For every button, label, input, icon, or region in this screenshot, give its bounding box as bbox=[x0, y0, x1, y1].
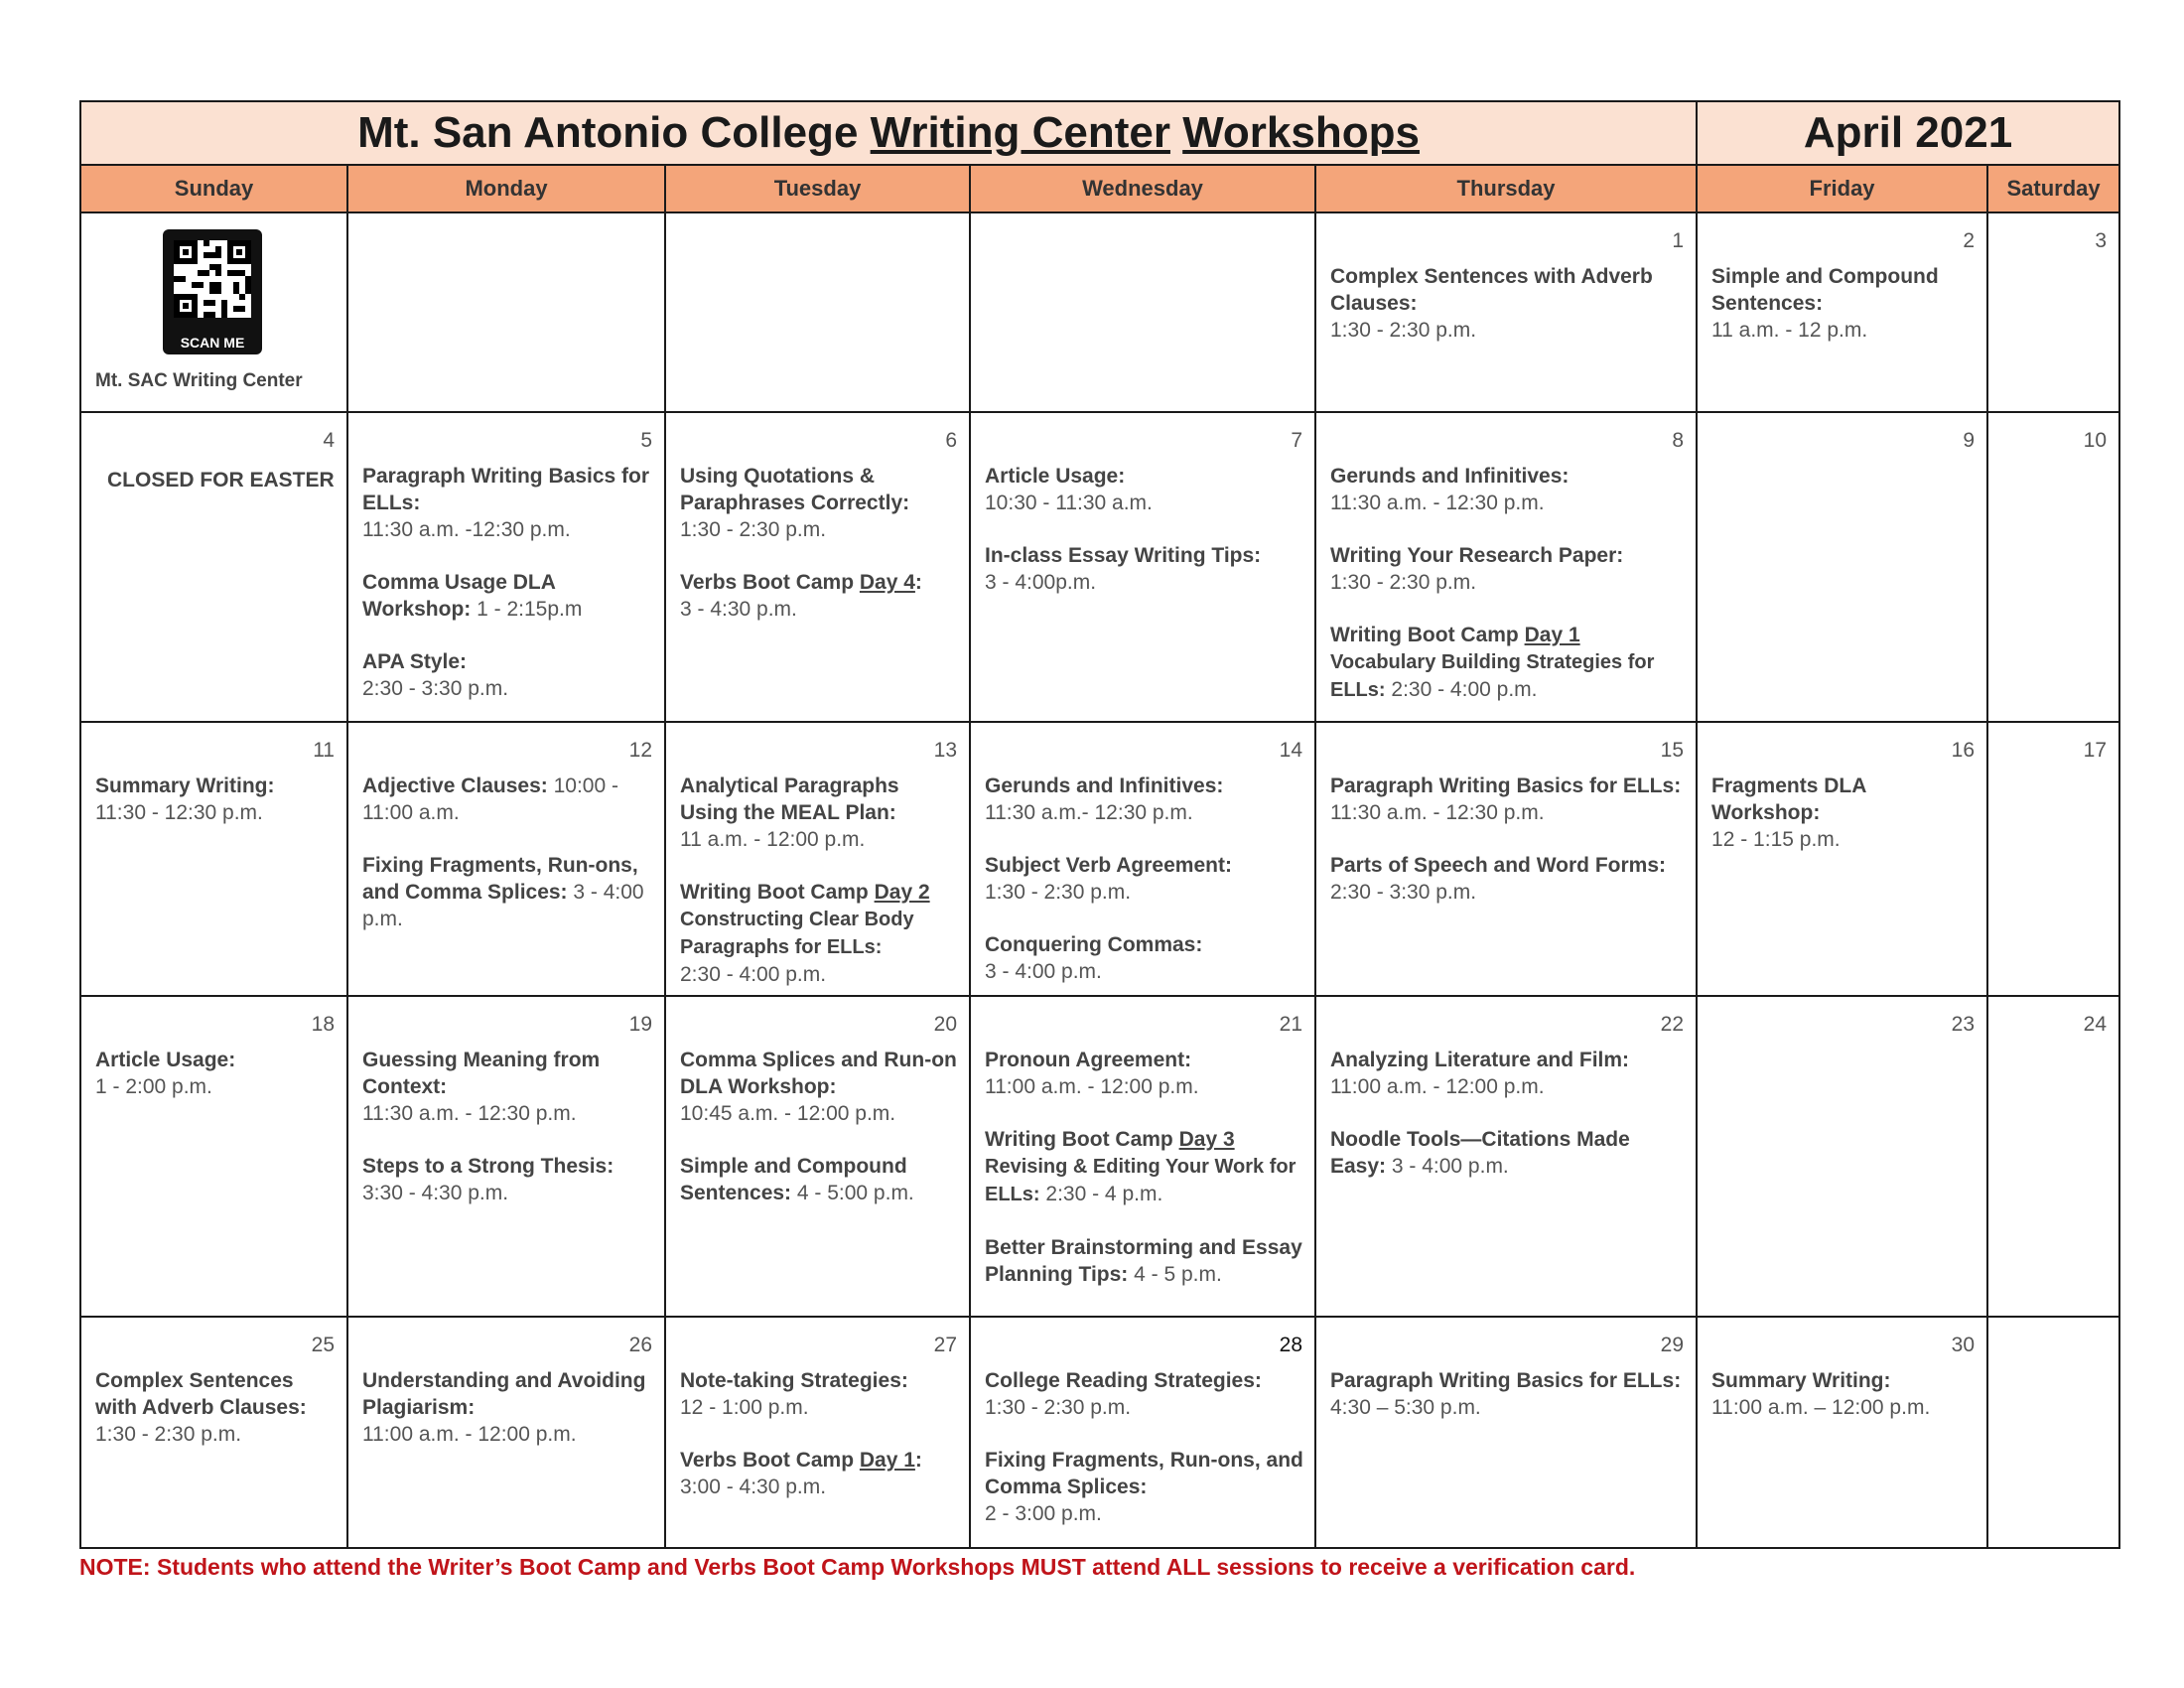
event-list bbox=[362, 773, 654, 958]
workshop-event[interactable] bbox=[1330, 773, 1686, 826]
event-title-suffix: : bbox=[914, 571, 922, 594]
event-time: 11:30 - 12:30 p.m. bbox=[95, 801, 263, 824]
event-time: 3 - 4:00p.m. bbox=[985, 571, 1097, 594]
day-number: 26 bbox=[628, 1334, 652, 1356]
event-title: Note-taking Strategies: bbox=[680, 1369, 908, 1392]
event-time: 11:00 a.m. - 12:00 p.m. bbox=[985, 1075, 1199, 1098]
day-cell bbox=[970, 1317, 1315, 1548]
workshop-event[interactable] bbox=[362, 648, 654, 702]
day-number: 16 bbox=[1951, 739, 1976, 762]
event-list bbox=[985, 773, 1304, 1011]
empty-day-cell bbox=[665, 212, 970, 412]
event-title: Subject Verb Agreement: bbox=[985, 854, 1232, 877]
day-number: 15 bbox=[1660, 739, 1685, 762]
workshop-event[interactable] bbox=[362, 463, 654, 543]
event-time: 3 - 4:00 p.m. bbox=[1386, 1155, 1509, 1178]
event-time: 1 - 2:15p.m bbox=[471, 598, 583, 621]
day-cell bbox=[1315, 996, 1697, 1317]
weekday-sunday: Sunday bbox=[80, 165, 347, 212]
event-list bbox=[680, 1367, 959, 1526]
weekday-thursday: Thursday bbox=[1315, 165, 1697, 212]
event-time: 4 - 5:00 p.m. bbox=[791, 1182, 914, 1204]
event-title: Summary Writing: bbox=[1711, 1369, 1891, 1392]
day-number: 30 bbox=[1951, 1334, 1976, 1356]
event-title: Steps to a Strong Thesis: bbox=[362, 1155, 614, 1178]
event-time: 1:30 - 2:30 p.m. bbox=[680, 518, 827, 541]
event-title: Article Usage: bbox=[985, 465, 1126, 488]
event-day-link: Day 2 bbox=[874, 881, 930, 904]
day-number: 18 bbox=[311, 1013, 335, 1036]
event-title: Parts of Speech and Word Forms: bbox=[1330, 854, 1666, 877]
event-list bbox=[95, 773, 337, 852]
empty-day-cell bbox=[347, 212, 665, 412]
event-title: Verbs Boot Camp bbox=[680, 1449, 860, 1472]
event-day-link: Day 1 bbox=[859, 1449, 915, 1472]
event-time: 11:30 a.m. - 12:30 p.m. bbox=[1330, 801, 1545, 824]
workshop-event[interactable] bbox=[1711, 1367, 1977, 1421]
workshop-event[interactable] bbox=[1330, 1367, 1686, 1421]
day-cell bbox=[1697, 412, 1987, 722]
day-cell bbox=[1987, 996, 2119, 1317]
event-list bbox=[1330, 263, 1686, 369]
event-time: 1 - 2:00 p.m. bbox=[95, 1075, 212, 1098]
workshop-event[interactable] bbox=[95, 773, 337, 826]
day-cell bbox=[80, 1317, 347, 1548]
event-time: 3 - 4:30 p.m. bbox=[680, 598, 797, 621]
event-title: Writing Your Research Paper: bbox=[1330, 544, 1624, 567]
event-time: 3 - 4:00 p.m. bbox=[985, 960, 1102, 983]
day-number: 11 bbox=[313, 739, 335, 762]
day-cell bbox=[1697, 722, 1987, 996]
event-time: 3:00 - 4:30 p.m. bbox=[680, 1476, 827, 1498]
workshop-event[interactable] bbox=[985, 852, 1304, 906]
event-time: 11:00 a.m. - 12:00 p.m. bbox=[1330, 1075, 1545, 1098]
event-time: 11:30 a.m. -12:30 p.m. bbox=[362, 518, 571, 541]
event-title: Writing Boot Camp bbox=[680, 881, 875, 904]
event-list bbox=[1330, 1047, 1686, 1205]
event-list bbox=[1711, 773, 1977, 879]
day-number: 23 bbox=[1951, 1013, 1976, 1036]
event-time: 2:30 - 4:00 p.m. bbox=[1385, 678, 1538, 701]
event-time: 1:30 - 2:30 p.m. bbox=[985, 1396, 1132, 1419]
event-title: Paragraph Writing Basics for ELLs: bbox=[1330, 774, 1682, 797]
footer-note: NOTE: Students who attend the Writer’s Boot Camp and Verbs Boot Camp Workshops MUST attend ALL sessions to receive a verification card. bbox=[79, 1554, 1636, 1580]
event-time: 2:30 - 3:30 p.m. bbox=[362, 677, 509, 700]
calendar-table bbox=[79, 100, 2120, 1549]
title-workshops: Workshops bbox=[1182, 108, 1420, 157]
event-day-link: Day 3 bbox=[1178, 1128, 1235, 1151]
workshop-event[interactable] bbox=[362, 1367, 654, 1448]
day-cell bbox=[80, 996, 347, 1317]
event-title: Noodle Tools—Citations Made Easy: bbox=[1330, 1128, 1630, 1178]
event-list bbox=[95, 1367, 337, 1474]
workshop-event[interactable] bbox=[985, 773, 1304, 826]
event-time: 3:30 - 4:30 p.m. bbox=[362, 1182, 509, 1204]
day-cell bbox=[1315, 1317, 1697, 1548]
day-cell bbox=[1315, 212, 1697, 412]
weekday-monday: Monday bbox=[347, 165, 665, 212]
workshop-event[interactable] bbox=[680, 1447, 959, 1500]
event-list bbox=[1330, 463, 1686, 730]
event-subtitle: Vocabulary Building Strategies for ELLs: bbox=[1330, 651, 1655, 701]
event-title: Article Usage: bbox=[95, 1049, 236, 1071]
day-cell bbox=[347, 722, 665, 996]
day-cell bbox=[347, 996, 665, 1317]
day-cell bbox=[970, 996, 1315, 1317]
day-number: 27 bbox=[933, 1334, 957, 1356]
event-time: 11:30 a.m. - 12:30 p.m. bbox=[1330, 492, 1545, 514]
day-number: 2 bbox=[1963, 229, 1976, 252]
event-list bbox=[1711, 263, 1977, 369]
day-cell bbox=[970, 412, 1315, 722]
event-list bbox=[985, 463, 1304, 622]
event-time: 11:00 a.m. - 12:00 p.m. bbox=[362, 1423, 577, 1446]
workshop-event[interactable] bbox=[680, 1367, 959, 1421]
event-day-link: Day 4 bbox=[859, 571, 915, 594]
workshop-event[interactable] bbox=[1330, 542, 1686, 596]
day-number: 19 bbox=[628, 1013, 652, 1036]
event-title: Gerunds and Infinitives: bbox=[1330, 465, 1570, 488]
event-time: 1:30 - 2:30 p.m. bbox=[985, 881, 1132, 904]
day-cell bbox=[665, 722, 970, 996]
day-number: 4 bbox=[323, 429, 335, 452]
event-title: Using Quotations & Paraphrases Correctly: bbox=[680, 465, 910, 514]
event-list bbox=[1330, 773, 1686, 931]
workshop-event[interactable] bbox=[1330, 1047, 1686, 1100]
event-list bbox=[680, 463, 959, 648]
event-time: 12 - 1:15 p.m. bbox=[1711, 828, 1841, 851]
event-title: Fixing Fragments, Run-ons, and Comma Splices: bbox=[362, 854, 638, 904]
event-title: Better Brainstorming and Essay Planning Tips: bbox=[985, 1236, 1302, 1286]
event-subtitle: Revising & Editing Your Work for ELLs: bbox=[985, 1156, 1297, 1205]
event-time: 1:30 - 2:30 p.m. bbox=[95, 1423, 242, 1446]
event-list bbox=[362, 1047, 654, 1232]
workshop-event[interactable] bbox=[985, 463, 1304, 516]
event-subtitle: Constructing Clear Body Paragraphs for ELLs: bbox=[680, 909, 914, 958]
day-cell bbox=[1987, 722, 2119, 996]
event-title: Complex Sentences with Adverb Clauses: bbox=[95, 1369, 307, 1419]
event-list bbox=[362, 463, 654, 728]
workshop-event[interactable] bbox=[680, 1047, 959, 1127]
event-time: 11 a.m. - 12:00 p.m. bbox=[680, 828, 866, 851]
workshop-event[interactable] bbox=[985, 542, 1304, 596]
qr-caption: Mt. SAC Writing Center bbox=[95, 370, 303, 391]
workshop-event[interactable] bbox=[985, 1234, 1304, 1288]
event-title: Guessing Meaning from Context: bbox=[362, 1049, 601, 1098]
closed-notice: CLOSED FOR EASTER bbox=[107, 469, 335, 492]
event-time: 2:30 - 4 p.m. bbox=[1039, 1183, 1163, 1205]
event-title: Pronoun Agreement: bbox=[985, 1049, 1192, 1071]
day-number: 29 bbox=[1660, 1334, 1685, 1356]
event-time: 1:30 - 2:30 p.m. bbox=[1330, 571, 1477, 594]
event-list bbox=[362, 1367, 654, 1474]
event-time: 10:00 - 11:00 a.m. bbox=[362, 774, 618, 824]
day-cell bbox=[347, 412, 665, 722]
event-list bbox=[95, 1047, 337, 1126]
qr-code-icon bbox=[174, 240, 251, 318]
event-list bbox=[985, 1367, 1304, 1553]
event-time: 4:30 – 5:30 p.m. bbox=[1330, 1396, 1481, 1419]
event-title: Simple and Compound Sentences: bbox=[1711, 265, 1939, 315]
weekday-tuesday: Tuesday bbox=[665, 165, 970, 212]
event-list bbox=[680, 773, 959, 1014]
event-title-suffix: : bbox=[914, 1449, 922, 1472]
event-title: Adjective Clauses: bbox=[362, 774, 548, 797]
day-cell bbox=[80, 412, 347, 722]
day-cell bbox=[1315, 722, 1697, 996]
day-number: 3 bbox=[2095, 229, 2108, 252]
day-number: 22 bbox=[1660, 1013, 1685, 1036]
empty-day-cell bbox=[1987, 1317, 2119, 1548]
event-title: Fragments DLA Workshop: bbox=[1711, 774, 1866, 824]
event-title: Simple and Compound Sentences: bbox=[680, 1155, 907, 1204]
event-title: Comma Splices and Run-on DLA Workshop: bbox=[680, 1049, 957, 1098]
empty-day-cell bbox=[970, 212, 1315, 412]
event-list bbox=[680, 1047, 959, 1232]
workshop-event[interactable] bbox=[1330, 463, 1686, 516]
day-cell bbox=[1697, 212, 1987, 412]
event-time: 2:30 - 3:30 p.m. bbox=[1330, 881, 1477, 904]
day-cell bbox=[80, 722, 347, 996]
day-number: 20 bbox=[933, 1013, 957, 1036]
workshop-event[interactable] bbox=[362, 1153, 654, 1206]
event-time: 2 - 3:00 p.m. bbox=[985, 1502, 1102, 1525]
calendar-title bbox=[80, 101, 1697, 165]
day-cell bbox=[347, 1317, 665, 1548]
workshop-event[interactable] bbox=[680, 773, 959, 853]
day-number: 17 bbox=[2083, 739, 2108, 762]
event-title: In-class Essay Writing Tips: bbox=[985, 544, 1262, 567]
event-time: 11:30 a.m.- 12:30 p.m. bbox=[985, 801, 1193, 824]
workshop-event[interactable] bbox=[362, 1047, 654, 1127]
workshop-event[interactable] bbox=[985, 1047, 1304, 1100]
event-list bbox=[1330, 1367, 1686, 1447]
day-number: 25 bbox=[311, 1334, 335, 1356]
day-number: 5 bbox=[640, 429, 652, 452]
workshop-event[interactable] bbox=[680, 569, 959, 623]
event-time: 10:45 a.m. - 12:00 p.m. bbox=[680, 1102, 896, 1125]
day-cell bbox=[665, 412, 970, 722]
event-time: 12 - 1:00 p.m. bbox=[680, 1396, 809, 1419]
day-cell bbox=[1987, 412, 2119, 722]
day-cell bbox=[1315, 412, 1697, 722]
workshop-event[interactable] bbox=[362, 773, 654, 826]
workshop-event[interactable] bbox=[1330, 263, 1686, 344]
event-title: Conquering Commas: bbox=[985, 933, 1203, 956]
day-number: 13 bbox=[933, 739, 957, 762]
event-title: Paragraph Writing Basics for ELLs: bbox=[362, 465, 650, 514]
day-number: 14 bbox=[1279, 739, 1302, 762]
workshop-event[interactable] bbox=[680, 1153, 959, 1206]
day-cell bbox=[1697, 996, 1987, 1317]
workshop-event[interactable] bbox=[1330, 622, 1686, 704]
day-cell bbox=[970, 722, 1315, 996]
workshop-event[interactable] bbox=[95, 1367, 337, 1448]
title-space bbox=[1170, 108, 1182, 157]
event-time: 11:00 a.m. – 12:00 p.m. bbox=[1711, 1396, 1931, 1419]
event-time: 2:30 - 4:00 p.m. bbox=[680, 963, 827, 986]
workshop-event[interactable] bbox=[95, 1047, 337, 1100]
event-title: Verbs Boot Camp bbox=[680, 571, 860, 594]
event-title: Gerunds and Infinitives: bbox=[985, 774, 1224, 797]
event-title: Writing Boot Camp bbox=[985, 1128, 1179, 1151]
day-number: 10 bbox=[2083, 429, 2108, 452]
workshop-event[interactable] bbox=[680, 879, 959, 988]
day-number: 21 bbox=[1279, 1013, 1302, 1036]
day-number: 1 bbox=[1672, 229, 1685, 252]
workshop-event[interactable] bbox=[1711, 773, 1977, 853]
workshop-event[interactable] bbox=[362, 569, 654, 623]
qr-cell bbox=[80, 212, 347, 412]
title-prefix: Mt. San Antonio College bbox=[357, 108, 871, 157]
month-label: April 2021 bbox=[1697, 101, 2119, 165]
day-cell bbox=[665, 996, 970, 1317]
day-cell bbox=[1987, 212, 2119, 412]
weekday-wednesday: Wednesday bbox=[970, 165, 1315, 212]
event-time: 10:30 - 11:30 a.m. bbox=[985, 492, 1153, 514]
event-time: 11 a.m. - 12 p.m. bbox=[1711, 319, 1868, 342]
day-number: 7 bbox=[1291, 429, 1302, 452]
day-cell bbox=[1697, 1317, 1987, 1548]
day-number: 12 bbox=[628, 739, 652, 762]
event-title: Understanding and Avoiding Plagiarism: bbox=[362, 1369, 646, 1419]
event-time: 11:30 a.m. - 12:30 p.m. bbox=[362, 1102, 577, 1125]
event-time: 4 - 5 p.m. bbox=[1128, 1263, 1222, 1286]
event-title: Summary Writing: bbox=[95, 774, 275, 797]
event-title: Paragraph Writing Basics for ELLs: bbox=[1330, 1369, 1682, 1392]
event-title: Analytical Paragraphs Using the MEAL Plan: bbox=[680, 774, 899, 824]
event-list bbox=[985, 1047, 1304, 1314]
title-writing-center: Writing Center bbox=[870, 108, 1170, 157]
event-title: Complex Sentences with Adverb Clauses: bbox=[1330, 265, 1653, 315]
workshop-event[interactable] bbox=[680, 463, 959, 543]
event-time: 1:30 - 2:30 p.m. bbox=[1330, 319, 1477, 342]
day-number: 8 bbox=[1672, 429, 1685, 452]
qr-code[interactable] bbox=[163, 229, 262, 354]
workshop-event[interactable] bbox=[1330, 852, 1686, 906]
workshop-event[interactable] bbox=[985, 931, 1304, 985]
event-title: APA Style: bbox=[362, 650, 468, 673]
workshop-event[interactable] bbox=[362, 852, 654, 932]
day-number: 9 bbox=[1963, 429, 1976, 452]
event-title: Comma Usage DLA Workshop: bbox=[362, 571, 556, 621]
day-number: 6 bbox=[945, 429, 957, 452]
weekday-friday: Friday bbox=[1697, 165, 1987, 212]
workshop-event[interactable] bbox=[1330, 1126, 1686, 1180]
event-time: 3 - 4:00 p.m. bbox=[362, 881, 644, 930]
event-day-link: Day 1 bbox=[1524, 624, 1580, 646]
event-title: Fixing Fragments, Run-ons, and Comma Splices: bbox=[985, 1449, 1303, 1498]
workshop-event[interactable] bbox=[985, 1367, 1304, 1421]
weekday-saturday: Saturday bbox=[1987, 165, 2119, 212]
day-number: 24 bbox=[2083, 1013, 2108, 1036]
day-number: 28 bbox=[1279, 1334, 1302, 1356]
event-title: Writing Boot Camp bbox=[1330, 624, 1525, 646]
workshop-event[interactable] bbox=[985, 1126, 1304, 1208]
workshop-event[interactable] bbox=[985, 1447, 1304, 1527]
qr-label: SCAN ME bbox=[180, 335, 245, 351]
event-title: Analyzing Literature and Film: bbox=[1330, 1049, 1630, 1071]
day-cell bbox=[665, 1317, 970, 1548]
event-list bbox=[1711, 1367, 1977, 1447]
workshop-event[interactable] bbox=[1711, 263, 1977, 344]
event-title: College Reading Strategies: bbox=[985, 1369, 1262, 1392]
